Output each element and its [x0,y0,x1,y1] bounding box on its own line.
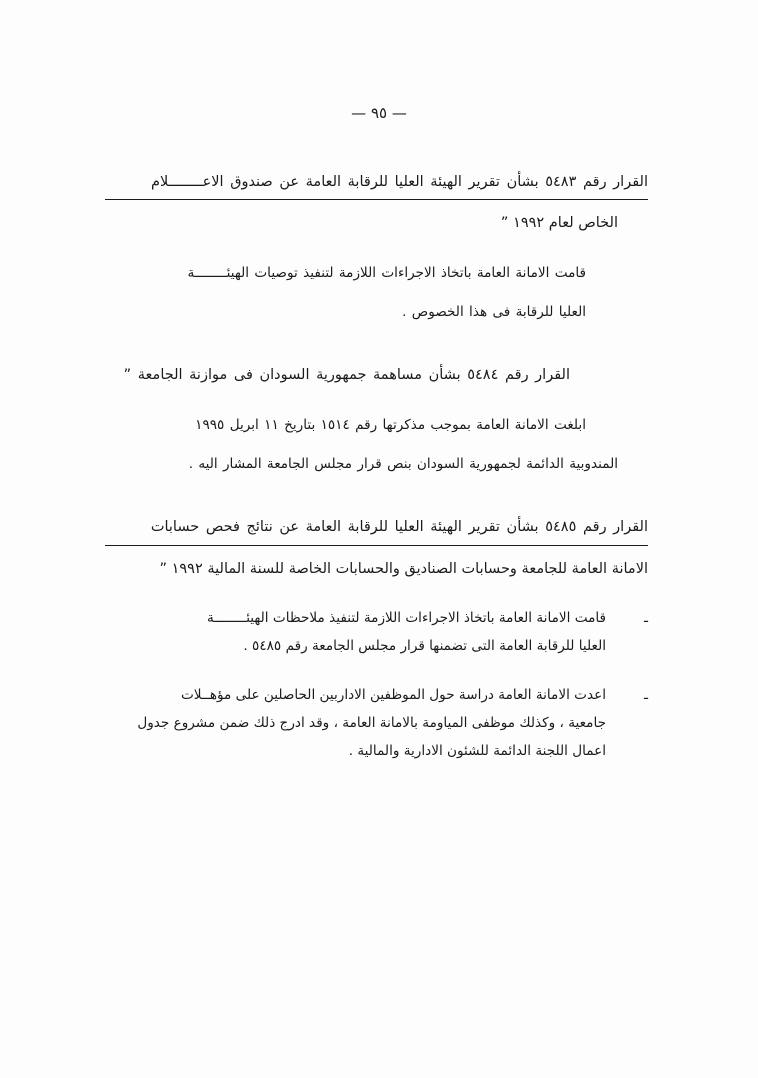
decision-5483-heading-line-2: الخاص لعام ١٩٩٢ ” [500,215,618,232]
bullet-2-text [105,682,606,766]
bullet-dash-icon: ـ [644,687,648,704]
section-decision-5484 [105,361,648,479]
decision-5484-body-line-1: ابلغت الامانة العامة بموجب مذكرتها رقم ١٥١٤ بتاريخ ١١ ابريل ١٩٩٥ [195,416,586,433]
bullet-1-line-2: العليا للرقابة العامة التى تضمنها قرار مجلس الجامعة رقم ٥٤٨٥ . [243,637,606,654]
bullet-2-line-3: اعمال اللجنة الدائمة للشئون الادارية والمالية . [348,743,606,760]
bullet-2-line-1: اعدت الامانة العامة دراسة حول الموظفين الاداربين الحاصلين على مؤهــلات [180,687,606,704]
decision-5483-heading-line-1: القرار رقم ٥٤٨٣ بشأن تقرير الهيئة العليا للرقابة العامة عن صندوق الاعــــــــلام [105,168,648,200]
decision-5485-bullet-list [105,605,648,766]
decision-5483-body-line-1: قامت الامانة العامة باتخاذ الاجراءات اللازمة لتنفيذ توصيات الهيئــــــــة [187,264,586,281]
section-decision-5483 [105,168,648,327]
bullet-dash-icon: ـ [644,609,648,626]
document-body [105,168,648,770]
section-decision-5485 [105,513,648,766]
decision-5484-heading-line-1: القرار رقم ٥٤٨٤ بشأن مساهمة جمهورية السودان فى موازنة الجامعة ” [123,367,570,384]
decision-5484-body-line-2: المندوبية الدائمة لجمهورية السودان بنص قرار مجلس الجامعة المشار اليه . [188,456,618,473]
decision-5485-heading [105,513,648,545]
list-item [105,682,648,766]
decision-5483-body-line-2: العليا للرقابة فى هذا الخصوص . [402,304,586,321]
page-number: — ٩٥ — [351,104,407,122]
list-item [105,605,648,661]
bullet-2-line-2: جامعية ، وكذلك موظفى المياومة بالامانة العامة ، وقد ادرج ذلك ضمن مشروع جدول [137,715,606,732]
decision-5483-heading [105,168,648,200]
bullet-1-text [105,605,606,661]
decision-5485-heading-line-2: الامانة العامة للجامعة وحسابات الصناديق والحسابات الخاصة للسنة المالية ١٩٩٢ ” [159,560,648,577]
bullet-1-line-1: قامت الامانة العامة باتخاذ الاجراءات اللازمة لتنفيذ ملاحظات الهيئــــــــة [207,609,606,626]
decision-5485-heading-line-1: القرار رقم ٥٤٨٥ بشأن تقرير الهيئة العليا للرقابة العامة عن نتائج فحص حسابات [105,513,648,545]
